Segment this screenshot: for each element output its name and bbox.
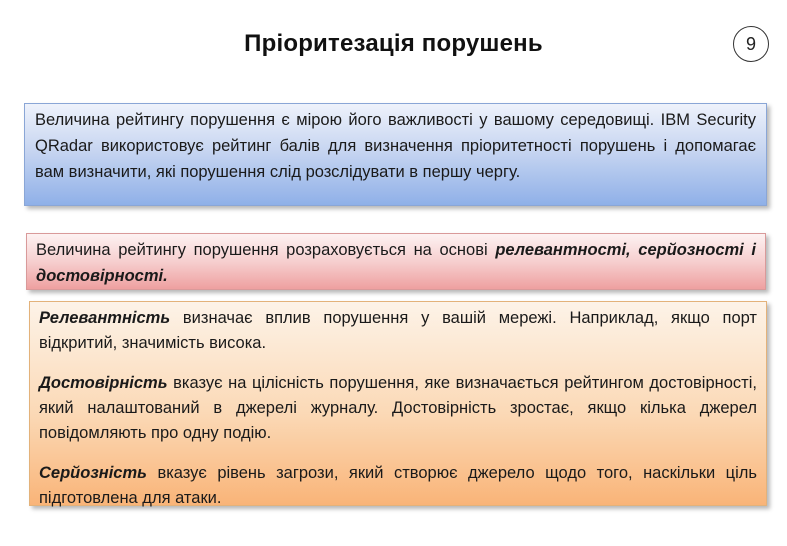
definition-relevance bbox=[39, 306, 757, 356]
basis-emphasis: релевантності, серйозності і достовірності. bbox=[36, 241, 756, 285]
definition-term: Релевантність bbox=[39, 309, 171, 327]
definition-term: Серйозність bbox=[39, 464, 147, 482]
definition-credibility bbox=[39, 371, 757, 446]
definition-text: визначає вплив порушення у вашій мережі. Наприклад, якщо порт відкритий, значимість висока. bbox=[39, 309, 757, 352]
definition-text: вказує на цілісність порушення, яке визначається рейтингом достовірності, який налаштований в джерелі журналу. Достовірність зростає, якщо кілька джерел повідомляють про одну подію. bbox=[39, 374, 757, 442]
definitions-box bbox=[29, 301, 767, 506]
intro-box bbox=[24, 103, 767, 206]
page-title: Пріоритезація порушень bbox=[244, 30, 543, 57]
basis-text: Величина рейтингу порушення розраховується на основі bbox=[36, 241, 496, 259]
page-number-badge: 9 bbox=[733, 26, 769, 62]
definition-term: Достовірність bbox=[39, 374, 168, 392]
definition-severity bbox=[39, 461, 757, 511]
definition-text: вказує рівень загрози, який створює джерело щодо того, наскільки ціль підготовлена для атаки. bbox=[39, 464, 757, 507]
basis-box bbox=[26, 233, 766, 290]
intro-text: Величина рейтингу порушення є мірою його важливості у вашому середовищі. IBM Security QRadar використовує рейтинг балів для визначення пріоритетності порушень і допомагає вам визначити, які порушення слід розслідувати в першу чергу. bbox=[35, 111, 756, 181]
